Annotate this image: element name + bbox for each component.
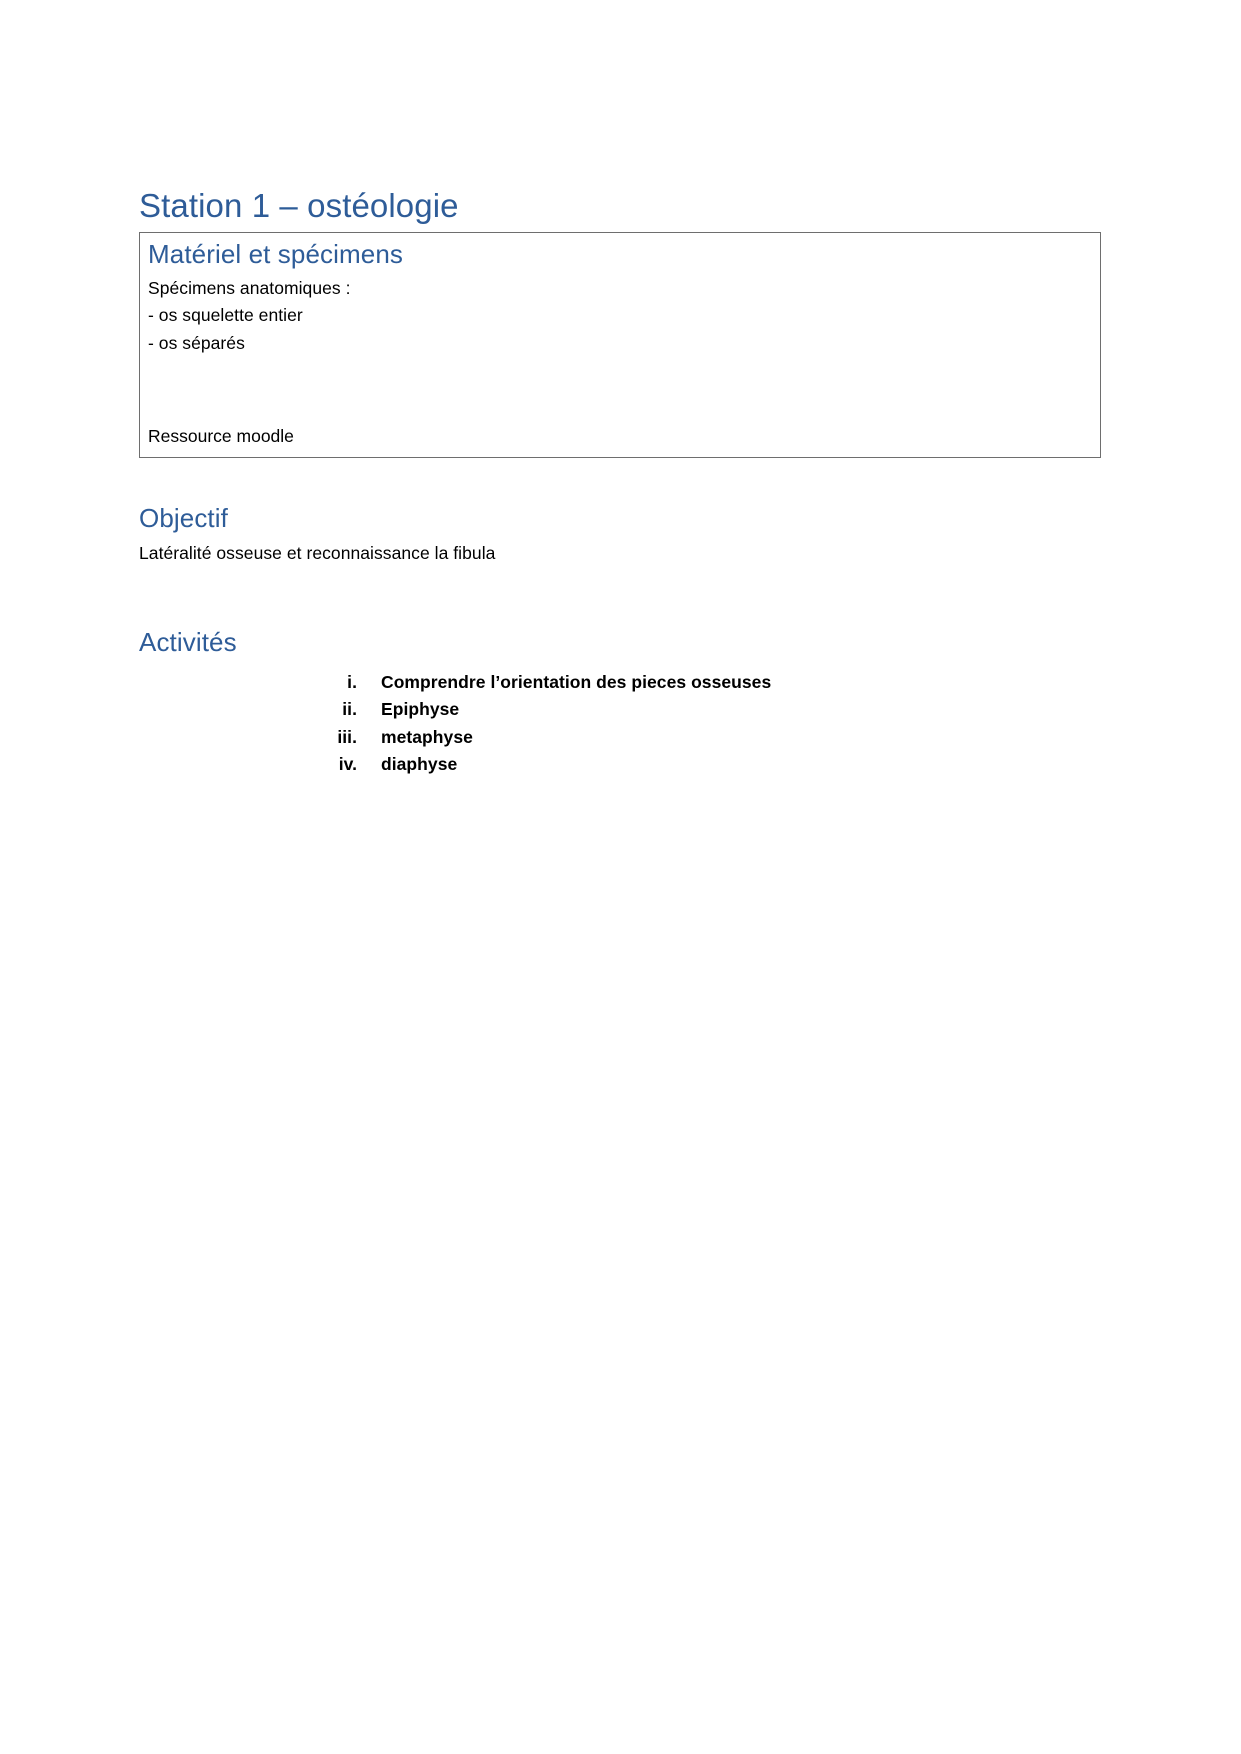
list-item [299,696,1103,723]
material-box-resource-note: Ressource moodle [148,426,294,446]
material-box-line-separate-bones: - os séparés [148,332,245,353]
activites-heading: Activités [139,626,237,657]
material-box-heading: Matériel et spécimens [148,239,403,270]
list-item-label: Epiphyse [381,699,460,720]
list-item-marker: iii. [337,726,357,747]
list-item-label: diaphyse [381,753,458,774]
list-item-marker: iv. [338,753,357,774]
objectif-text: Latéralité osseuse et reconnaissance la fibula [139,542,496,563]
material-box-line-skeleton: - os squelette entier [148,305,303,326]
list-item [299,724,1103,751]
objectif-section [139,502,1103,566]
material-box-line-specimens: Spécimens anatomiques : [148,277,351,298]
document-content [139,186,1103,778]
objectif-heading: Objectif [139,503,228,534]
list-item [299,751,1103,778]
list-item-marker: ii. [342,699,357,720]
list-item-label: Comprendre l’orientation des pieces osseuses [381,672,772,693]
activites-list [299,669,1103,778]
activites-section [139,626,1103,778]
page-title: Station 1 – ostéologie [139,187,459,224]
list-item [299,669,1103,696]
list-item-marker: i. [347,672,357,693]
list-item-label: metaphyse [381,726,473,747]
material-and-specimens-box [139,232,1101,458]
